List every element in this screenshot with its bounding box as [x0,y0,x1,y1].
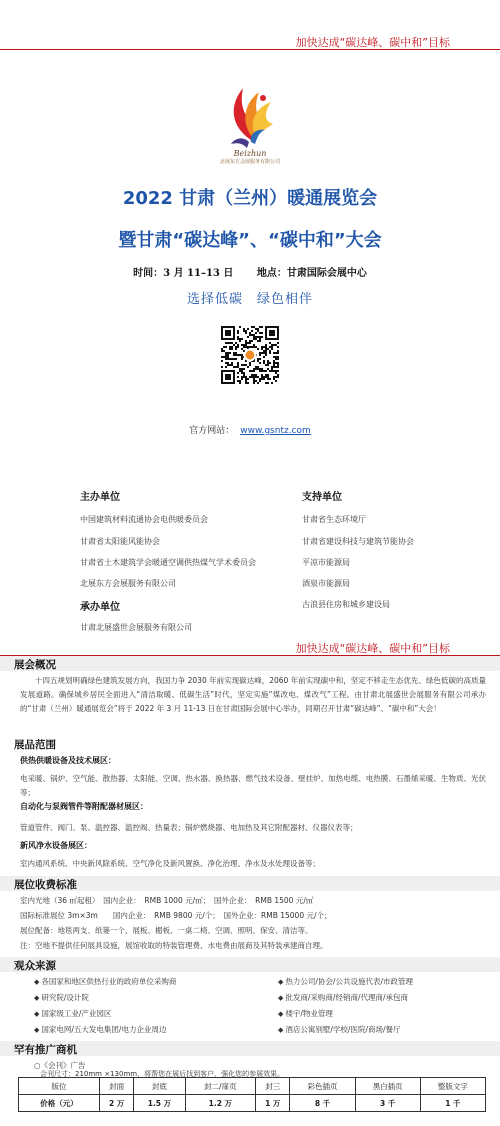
table-header: 封面 [99,1078,133,1095]
event-place: 地点：甘肃国际会展中心 [256,268,367,279]
ads-note: 会刊尺寸：210mm ×130mm，将帮您在展后找到客户，强化您的参展效果。 [40,1070,285,1078]
table-header: 整版文字 [420,1078,485,1095]
mid-banner [0,640,500,656]
pricing-row: 展位配备：地毯两支、纸篓一个、展板、楣板、一桌二椅、空调、照明、保安、清洁等。 [20,926,313,935]
organizer-title: 承办单位 [80,602,120,613]
scope-subhead: 供热供暖设备及技术展区： [20,756,116,765]
table-header: 黑白插页 [355,1078,420,1095]
ads-header [0,1041,500,1056]
audience-item: ◆ 国家电网/五大发电集团/电力企业周边 [34,1024,166,1035]
overview-text: 十四五规划明确绿色建筑发展方向，我国力争 2030 年前实现碳达峰，2060 年前实现碳中和，坚定不移走生态优先、绿色低碳的高质量发展道路。确保城乡居民全面进入“清洁取暖、低碳生活”时代，坚定实施“煤改电、煤改气”工程。由甘肃北展盛世会展服务有限公司承办的“甘肃（兰州）暖通展览会”将于 2022 年 3 月 11-13 日在甘肃国际会展中心举办，同期召开甘肃“碳达峰”、“碳中和”大会！ [20,676,486,713]
pricing-row: 室内光地（36 ㎡起租） 国内企业： RMB 1000 元/㎡； 国外企业： RMB 1500 元/㎡ [20,896,314,905]
host-item: 北展东方会展服务有限公司 [80,579,176,588]
audience-item: ◆ 批发商/采购商/经销商/代理商/承包商 [278,992,408,1003]
audience-item: ◆ 研究院/设计院 [34,992,89,1003]
table-header: 封二/扉页 [185,1078,255,1095]
qr-code-icon[interactable] [221,326,279,384]
support-item: 甘肃省建设科技与建筑节能协会 [302,537,414,546]
overview-header [0,656,500,671]
support-item: 酒泉市能源局 [302,579,350,588]
support-item: 平凉市能源局 [302,558,350,567]
table-header-row [19,1078,486,1095]
scope-subhead: 自动化与泵阀管件等附配器材展区： [20,802,148,811]
scope-subhead: 新风净水设备展区： [20,841,92,850]
website-label: 官方网站： [189,426,235,436]
audience-item: ◆ 热力公司/协会/公共设施代表/市政管理 [278,976,413,987]
host-item: 甘肃省土木建筑学会暖通空调供热煤气学术委员会 [80,558,256,567]
ad-price-table [18,1077,486,1112]
table-row [19,1095,486,1112]
table-cell: 8 千 [290,1095,355,1112]
table-header: 版位 [19,1078,100,1095]
top-banner [0,34,500,50]
pricing-header [0,876,500,891]
table-cell: 价格（元） [19,1095,100,1112]
scope-text: 管道管件、阀门、泵、温控器、温控阀、热量表；锅炉燃烧器、电加热及其它附配器材、仪器仪表等； [20,823,358,832]
ads-item: ○《会刊》广告 [34,1061,86,1070]
scope-text: 电采暖、锅炉、空气能、散热器、太阳能、空调、热水器、换热器、燃气技术设备、壁挂炉、加热电缆、电热膜、石墨烯采暖、生物质、光伏等； [20,774,486,797]
host-item: 中国建筑材料流通协会电供暖委员会 [80,515,208,524]
audience-title: 观众来源 [14,960,56,972]
overview-title: 展会概况 [14,659,56,671]
table-header: 封三 [256,1078,290,1095]
audience-header [0,957,500,972]
host-item: 甘肃省太阳能风能协会 [80,537,160,546]
ads-title: 罕有推广商机 [14,1044,77,1056]
website-row [0,423,500,436]
event-info [0,264,500,279]
pricing-note: 注：空地不提供任何展具设施，展馆收取的特装管理费、水电费由展商及其特装承建商自理。 [20,941,328,950]
audience-item: ◆ 酒店公寓别墅/学校/医院/商场/餐厅 [278,1024,401,1035]
table-cell: 1.5 万 [134,1095,185,1112]
table-header: 封底 [134,1078,185,1095]
table-header: 彩色插页 [290,1078,355,1095]
audience-item: ◆ 楼宇/物业管理 [278,1008,333,1019]
page-title: 2022 甘肃（兰州）暖通展览会 [122,188,378,209]
table-cell: 1 万 [256,1095,290,1112]
organizer-item: 甘肃北展盛世会展服务有限公司 [80,623,192,632]
banner-text: 加快达成“碳达峰、碳中和”目标 [295,642,450,655]
page-subtitle: 暨甘肃“碳达峰”、“碳中和”大会 [118,230,382,251]
table-cell: 1.2 万 [185,1095,255,1112]
logo-subtitle: 北展东方会展服务有限公司 [219,159,280,165]
phoenix-logo-icon [213,78,287,160]
banner-divider [0,49,500,50]
logo-brand: Beizhun [233,149,267,158]
table-cell: 1 千 [420,1095,485,1112]
scope-title: 展品范围 [14,739,56,751]
audience-item: ◆ 各国家和地区供热行业的政府单位采购商 [34,976,176,987]
banner-text: 加快达成“碳达峰、碳中和”目标 [295,36,450,49]
audience-item: ◆ 国家级工业/产业园区 [34,1008,111,1019]
table-cell: 3 千 [355,1095,420,1112]
host-title: 主办单位 [80,492,120,503]
website-link[interactable]: www.gsntz.com [240,426,311,436]
scope-text: 室内通风系统、中央新风除系统、空气净化及新风置换、净化治理、净水及水处理设备等； [20,859,320,868]
support-item: 甘肃省生态环境厅 [302,515,366,524]
pricing-title: 展位收费标准 [14,879,77,891]
pricing-row: 国际标准展位 3m×3m 国内企业： RMB 9800 元/个； 国外企业：RMB 15000 元/个； [20,911,332,920]
slogan: 选择低碳 绿色相伴 [186,292,313,307]
event-time: 时间：3 月 11–13 日 [133,268,234,279]
support-title: 支持单位 [302,492,342,503]
table-cell: 2 万 [99,1095,133,1112]
support-item: 古浪县住房和城乡建设局 [302,600,390,609]
